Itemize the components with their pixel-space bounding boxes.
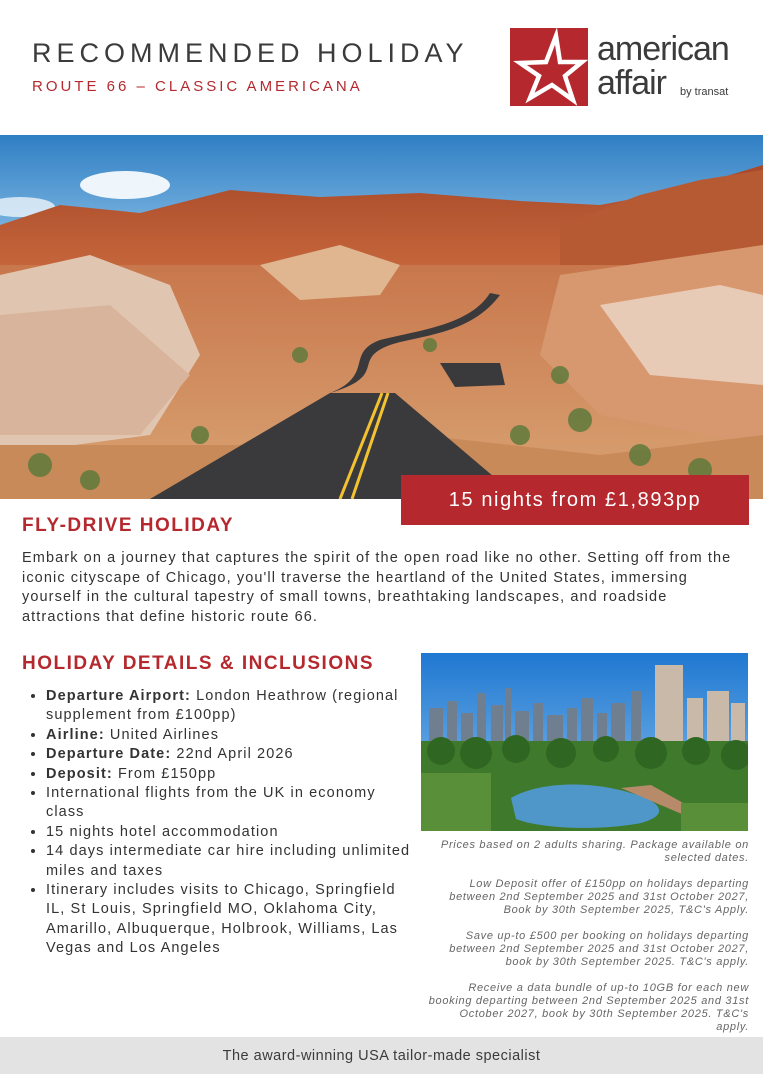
item-label: Deposit:: [46, 765, 113, 782]
city-skyline-image: [421, 653, 748, 831]
price-banner: 15 nights from £1,893pp: [401, 475, 749, 525]
item-text: 14 days intermediate car hire including unlimited miles and taxes: [46, 843, 411, 879]
details-list: [26, 687, 416, 959]
item-text: 22nd April 2026: [171, 746, 294, 763]
logo-text-american: american: [597, 30, 729, 68]
page-title: RECOMMENDED HOLIDAY: [32, 38, 469, 68]
logo-text-affair: affair: [597, 64, 666, 102]
list-item: [46, 687, 416, 726]
item-label: Airline:: [46, 726, 105, 743]
note-save-offer: Save up-to £500 per booking on holidays departing between 2nd September 2025 and 31st October 2027, book by 30th September 2025. T&C's apply.: [449, 930, 749, 968]
list-item: [46, 842, 416, 881]
brand-logo[interactable]: [510, 28, 735, 108]
item-text: United Airlines: [104, 726, 220, 743]
footer-bar: [0, 1037, 763, 1074]
intro-heading: FLY-DRIVE HOLIDAY: [22, 515, 235, 536]
intro-text: Embark on a journey that captures the spirit of the open road like no other. Setting off from the iconic cityscape of Chicago, you'll traverse the heartland of the United States, immersing yourself in the cultural tapestry of small towns, breathtaking landscapes, and roadside attractions that define historic route 66.: [22, 550, 732, 625]
list-item: [46, 881, 416, 959]
footer-tagline: The award-winning USA tailor-made specialist: [222, 1047, 541, 1064]
logo-text-by-transat: by transat: [680, 86, 729, 98]
item-text: From £150pp: [112, 765, 217, 782]
item-text: International flights from the UK in economy class: [46, 785, 376, 821]
list-item: [46, 784, 416, 823]
item-text: London Heathrow (regional supplement from £100pp): [46, 688, 399, 724]
item-label: Departure Date:: [46, 746, 172, 763]
desert-road-image: [0, 135, 763, 499]
list-item: [46, 823, 416, 842]
logo-box: [510, 28, 588, 106]
list-item: [46, 726, 416, 745]
item-text: Itinerary includes visits to Chicago, Springfield IL, St Louis, Springfield MO, Oklahoma City, Amarillo, Albuquerque, Holbrook, Williams, Las Vegas and Los Angeles: [46, 882, 399, 957]
note-data-bundle: Receive a data bundle of up-to 10GB for each new booking departing between 2nd September 2025 and 31st October 2027, book by 30th September 2025. T&C's apply.: [428, 982, 749, 1033]
terms-notes: [425, 839, 749, 1047]
page-subtitle: ROUTE 66 – CLASSIC AMERICANA: [32, 78, 363, 95]
note-low-deposit: Low Deposit offer of £150pp on holidays departing between 2nd September 2025 and 31st October 2027, Book by 30th September 2025, T&C's Apply.: [449, 878, 749, 916]
item-text: 15 nights hotel accommodation: [46, 823, 279, 840]
details-heading: HOLIDAY DETAILS & INCLUSIONS: [22, 653, 375, 674]
star-icon: [510, 28, 588, 106]
note-prices: Prices based on 2 adults sharing. Package available on selected dates.: [440, 839, 749, 864]
item-label: Departure Airport:: [46, 688, 191, 704]
list-item: [46, 745, 416, 764]
list-item: [46, 765, 416, 784]
hero-image: [0, 135, 763, 499]
chicago-image: [421, 653, 748, 831]
